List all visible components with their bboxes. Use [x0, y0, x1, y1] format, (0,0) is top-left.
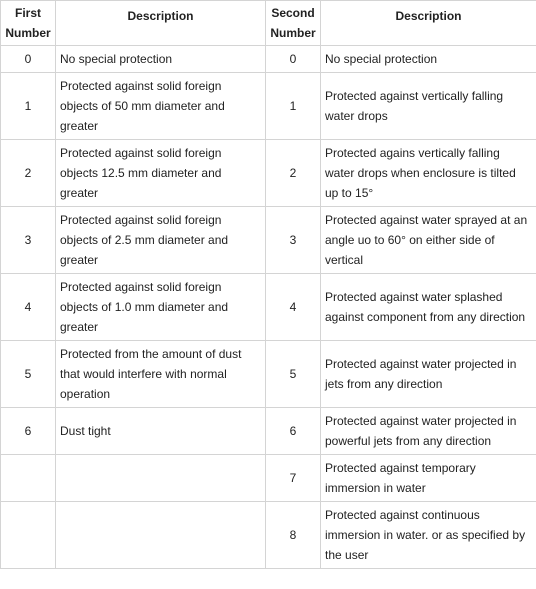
second-number-cell: 3 — [266, 207, 321, 274]
second-number-cell: 4 — [266, 274, 321, 341]
first-description-cell: Protected against solid foreign objects of 1.0 mm diameter and greater — [56, 274, 266, 341]
first-description-cell — [56, 455, 266, 502]
second-description-cell: Protected against water splashed against component from any direction — [321, 274, 536, 341]
first-number-cell — [1, 502, 56, 569]
table-row — [1, 341, 536, 408]
second-description-cell: Protected against temporary immersion in water — [321, 455, 536, 502]
table-row — [1, 140, 536, 207]
table-row — [1, 274, 536, 341]
table-row — [1, 207, 536, 274]
first-description-cell: Protected against solid foreign objects 12.5 mm diameter and greater — [56, 140, 266, 207]
first-description-cell: Protected against solid foreign objects of 2.5 mm diameter and greater — [56, 207, 266, 274]
table-row — [1, 46, 536, 73]
second-description-cell: Protected agains vertically falling water drops when enclosure is tilted up to 15° — [321, 140, 536, 207]
first-number-cell: 0 — [1, 46, 56, 73]
second-description-cell: Protected against water projected in powerful jets from any direction — [321, 408, 536, 455]
second-number-cell: 7 — [266, 455, 321, 502]
table-row — [1, 73, 536, 140]
second-description-cell: Protected against vertically falling water drops — [321, 73, 536, 140]
first-number-cell: 1 — [1, 73, 56, 140]
first-description-cell: Protected from the amount of dust that would interfere with normal operation — [56, 341, 266, 408]
first-description-cell: Protected against solid foreign objects of 50 mm diameter and greater — [56, 73, 266, 140]
second-description-cell: Protected against water projected in jets from any direction — [321, 341, 536, 408]
first-number-cell: 6 — [1, 408, 56, 455]
first-number-cell: 3 — [1, 207, 56, 274]
first-number-cell: 4 — [1, 274, 56, 341]
header-second-number — [266, 1, 321, 46]
table-row — [1, 408, 536, 455]
first-description-cell: Dust tight — [56, 408, 266, 455]
first-number-cell: 5 — [1, 341, 56, 408]
header-description-2: Description — [321, 1, 536, 46]
header-first-number — [1, 1, 56, 46]
second-number-cell: 8 — [266, 502, 321, 569]
table-row — [1, 502, 536, 569]
header-first-number-line-2: Number — [5, 26, 51, 40]
header-second-number-line-2: Number — [270, 26, 316, 40]
second-number-cell: 5 — [266, 341, 321, 408]
first-description-cell — [56, 502, 266, 569]
header-first-number-line-1: First — [14, 6, 41, 20]
second-number-cell: 0 — [266, 46, 321, 73]
second-description-cell: Protected against continuous immersion in water. or as specified by the user — [321, 502, 536, 569]
first-description-cell: No special protection — [56, 46, 266, 73]
header-second-number-line-1: Second — [271, 6, 315, 20]
first-number-cell: 2 — [1, 140, 56, 207]
second-number-cell: 6 — [266, 408, 321, 455]
second-description-cell: No special protection — [321, 46, 536, 73]
second-number-cell: 1 — [266, 73, 321, 140]
table-row — [1, 455, 536, 502]
first-number-cell — [1, 455, 56, 502]
header-row — [1, 1, 536, 46]
header-description-1: Description — [56, 1, 266, 46]
second-description-cell: Protected against water sprayed at an angle uo to 60° on either side of vertical — [321, 207, 536, 274]
second-number-cell: 2 — [266, 140, 321, 207]
